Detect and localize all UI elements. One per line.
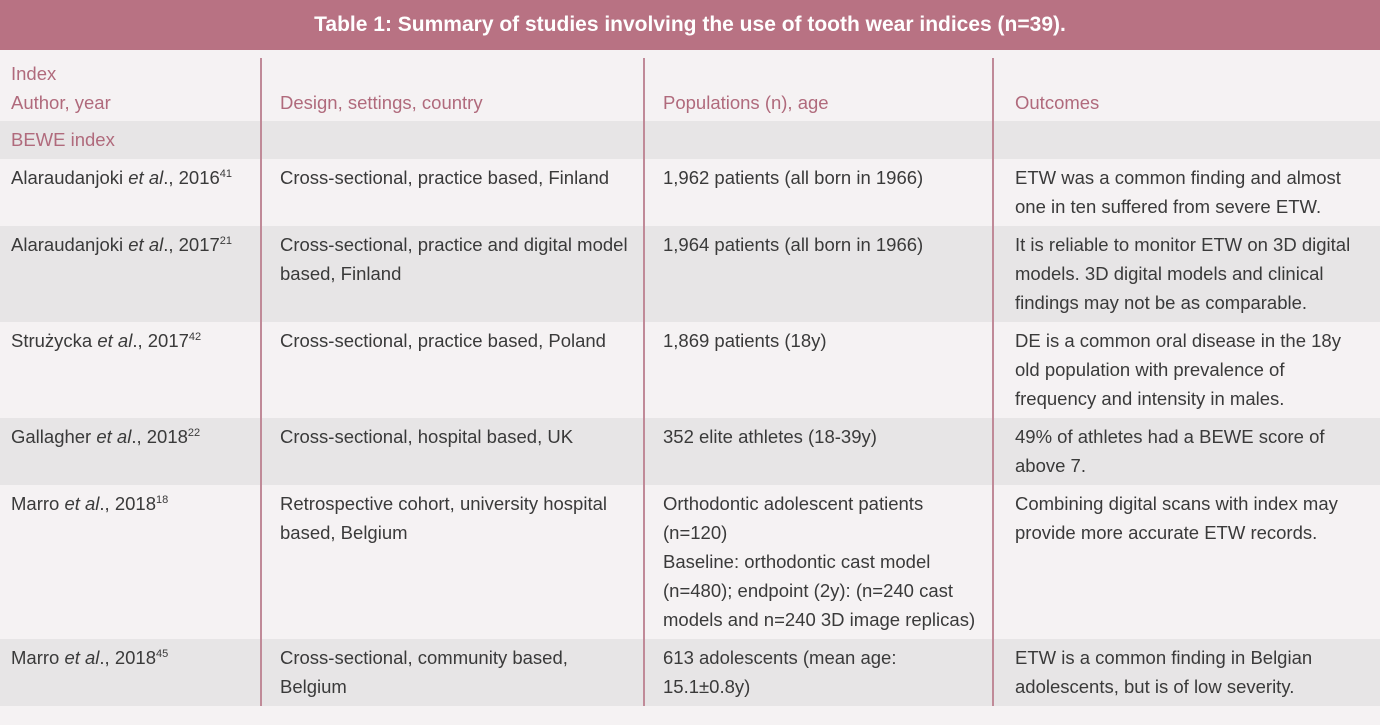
author-cell: Marro et al., 2018$^{45}$ [0, 639, 261, 706]
population-cell: 613 adolescents (mean age: 15.1±0.8y) [644, 639, 993, 706]
author-cell: Marro et al., 2018$^{18}$ [0, 485, 261, 639]
population-line-detail: Baseline: orthodontic cast model (n=480); endpoint (2y): (n=240 cast models and n=240 3D image replicas) [663, 551, 976, 630]
design-cell: Cross-sectional, practice based, Poland [261, 322, 644, 418]
author-cell: Alaraudanjoki et al., 2017$^{21}$ [0, 226, 261, 322]
design-cell: Cross-sectional, practice and digital model based, Finland [261, 226, 644, 322]
section-label: BEWE index [0, 121, 261, 159]
population-cell [644, 485, 993, 639]
author-cell: Gallagher et al., 2018$^{22}$ [0, 418, 261, 485]
outcome-cell: It is reliable to monitor ETW on 3D digital models. 3D digital models and clinical findings may not be as comparable. [993, 226, 1380, 322]
section-row [0, 121, 1380, 159]
design-cell: Cross-sectional, practice based, Finland [261, 159, 644, 226]
author-cell: Strużycka et al., 2017$^{42}$ [0, 322, 261, 418]
table-title: Table 1: Summary of studies involving the use of tooth wear indices (n=39). [0, 0, 1380, 50]
table-row [0, 322, 1380, 418]
header-index-author [0, 58, 261, 121]
table-row [0, 159, 1380, 226]
population-cell: 1,869 patients (18y) [644, 322, 993, 418]
population-cell: 352 elite athletes (18-39y) [644, 418, 993, 485]
outcome-cell: Combining digital scans with index may provide more accurate ETW records. [993, 485, 1380, 639]
header-index: Index [11, 63, 57, 84]
outcome-cell: ETW is a common finding in Belgian adolescents, but is of low severity. [993, 639, 1380, 706]
population-cell: 1,964 patients (all born in 1966) [644, 226, 993, 322]
design-cell: Retrospective cohort, university hospital based, Belgium [261, 485, 644, 639]
header-row [0, 58, 1380, 121]
design-cell: Cross-sectional, community based, Belgium [261, 639, 644, 706]
outcome-cell: 49% of athletes had a BEWE score of above 7. [993, 418, 1380, 485]
author-cell: Alaraudanjoki et al., 2016$^{41}$ [0, 159, 261, 226]
table-row [0, 418, 1380, 485]
table-row [0, 639, 1380, 706]
header-outcomes: Outcomes [993, 58, 1380, 121]
header-design: Design, settings, country [261, 58, 644, 121]
header-populations: Populations (n), age [644, 58, 993, 121]
population-line: Orthodontic adolescent patients (n=120) [663, 493, 924, 543]
studies-table [0, 58, 1380, 706]
population-cell: 1,962 patients (all born in 1966) [644, 159, 993, 226]
table-row [0, 226, 1380, 322]
outcome-cell: DE is a common oral disease in the 18y old population with prevalence of frequency and intensity in males. [993, 322, 1380, 418]
table-row [0, 485, 1380, 639]
outcome-cell: ETW was a common finding and almost one in ten suffered from severe ETW. [993, 159, 1380, 226]
header-author-year: Author, year [11, 92, 111, 113]
design-cell: Cross-sectional, hospital based, UK [261, 418, 644, 485]
